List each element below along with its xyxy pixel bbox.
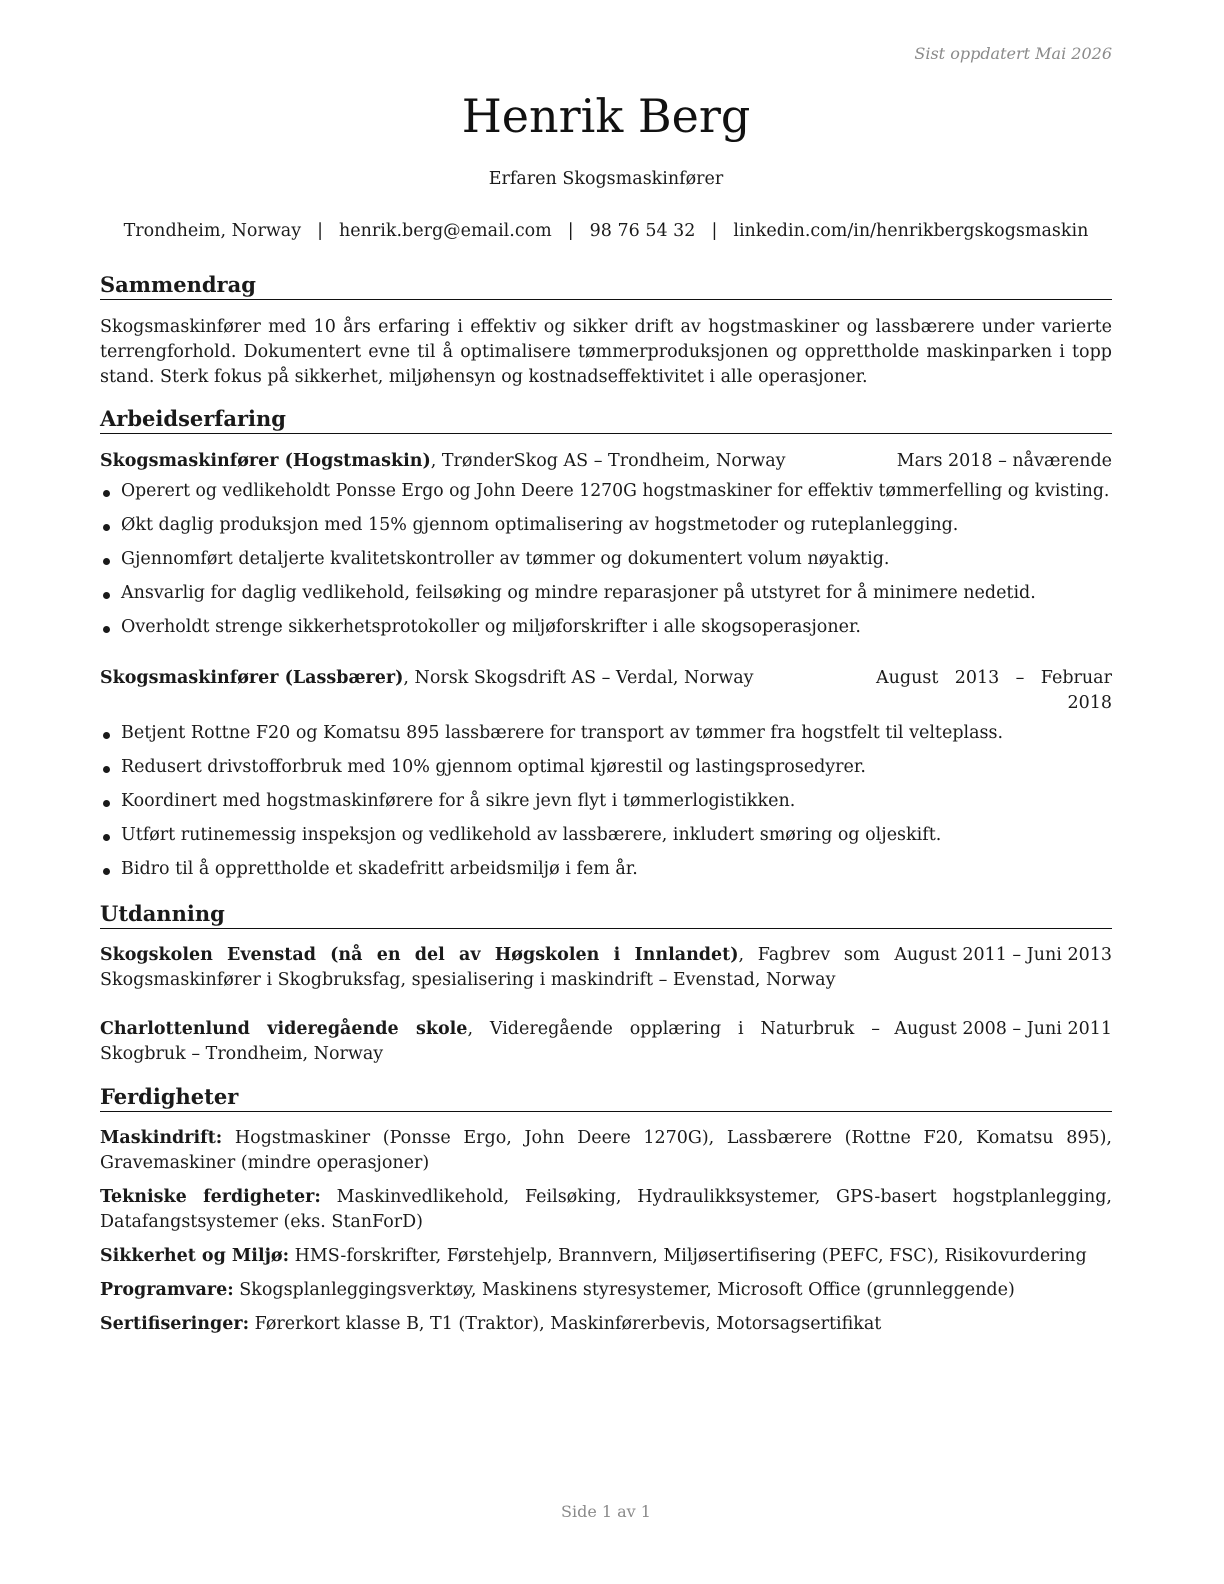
skill-row bbox=[100, 1244, 1112, 1269]
skill-label: Sikkerhet og Miljø: bbox=[100, 1246, 290, 1266]
job-dates: Mars 2018 – nåværende bbox=[896, 451, 1112, 471]
skill-label: Maskindrift: bbox=[100, 1128, 223, 1148]
skill-text: Maskinvedlikehold, Feilsøking, Hydraulikksystemer, GPS-basert hogstplanlegging, Datafangstsystemer (eks. StanForD) bbox=[100, 1187, 1112, 1232]
skill-row bbox=[100, 1312, 1112, 1337]
education-entry bbox=[100, 1017, 1112, 1067]
skill-text: Førerkort klasse B, T1 (Traktor), Maskinførerbevis, Motorsagsertifikat bbox=[249, 1314, 882, 1334]
section-title-experience: Arbeidserfaring bbox=[100, 405, 1112, 434]
contact-separator: | bbox=[567, 221, 574, 241]
contact-location: Trondheim, Norway bbox=[123, 221, 302, 241]
contact-line bbox=[100, 219, 1112, 243]
list-item: Betjent Rottne F20 og Komatsu 895 lassbærere for transport av tømmer fra hogstfelt til velteplass. bbox=[100, 721, 1112, 746]
skill-row bbox=[100, 1185, 1112, 1235]
section-title-summary: Sammendrag bbox=[100, 271, 1112, 300]
job-role: Skogsmaskinfører (Hogstmaskin) bbox=[100, 451, 431, 471]
education-school: Skogskolen Evenstad (nå en del av Høgskolen i Innlandet) bbox=[100, 945, 739, 965]
list-item: Ansvarlig for daglig vedlikehold, feilsøking og mindre reparasjoner på utstyret for å minimere nedetid. bbox=[100, 581, 1112, 606]
contact-separator: | bbox=[317, 221, 324, 241]
list-item: Operert og vedlikeholdt Ponsse Ergo og John Deere 1270G hogstmaskiner for effektiv tømmerfelling og kvisting. bbox=[100, 479, 1112, 504]
job-employer: , Norsk Skogsdrift AS – Verdal, Norway bbox=[403, 668, 754, 688]
skill-row bbox=[100, 1126, 1112, 1176]
education-details: , Fagbrev som Skogsmaskinfører i Skogbruksfag, spesialisering i maskindrift – Evenstad, Norway bbox=[100, 945, 880, 990]
skill-row bbox=[100, 1278, 1112, 1303]
skill-text: HMS-forskrifter, Førstehjelp, Brannvern, Miljøsertifisering (PEFC, FSC), Risikovurdering bbox=[289, 1246, 1087, 1266]
last-updated: Sist oppdatert Mai 2026 bbox=[914, 44, 1112, 63]
list-item: Koordinert med hogstmaskinførere for å sikre jevn flyt i tømmerlogistikken. bbox=[100, 789, 1112, 814]
page-footer: Side 1 av 1 bbox=[561, 1502, 651, 1521]
education-school: Charlottenlund videregående skole bbox=[100, 1019, 468, 1039]
education-dates: August 2008 – Juni 2011 bbox=[894, 1019, 1112, 1039]
contact-linkedin[interactable]: linkedin.com/in/henrikbergskogsmaskin bbox=[733, 221, 1089, 241]
skill-label: Tekniske ferdigheter: bbox=[100, 1187, 321, 1207]
job-bullets bbox=[100, 479, 1112, 649]
skill-label: Programvare: bbox=[100, 1280, 234, 1300]
summary-text: Skogsmaskinfører med 10 års erfaring i effektiv og sikker drift av hogstmaskiner og lassbærere under varierte terrengforhold. Dokumentert evne til å optimalisere tømmerproduksjonen og opprettholde maskinparken i topp stand. Sterk fokus på sikkerhet, miljøhensyn og kostnadseffektivitet i alle operasjoner. bbox=[100, 317, 1112, 387]
education-details: , Videregående opplæring i Naturbruk – Skogbruk – Trondheim, Norway bbox=[100, 1019, 880, 1064]
contact-email[interactable]: henrik.berg@email.com bbox=[339, 221, 552, 241]
job-employer: , TrønderSkog AS – Trondheim, Norway bbox=[430, 451, 786, 471]
contact-separator: | bbox=[711, 221, 718, 241]
list-item: Utført rutinemessig inspeksjon og vedlikehold av lassbærere, inkludert smøring og oljeskift. bbox=[100, 823, 1112, 848]
list-item: Økt daglig produksjon med 15% gjennom optimalisering av hogstmetoder og ruteplanlegging. bbox=[100, 513, 1112, 538]
candidate-tagline: Erfaren Skogsmaskinfører bbox=[488, 169, 724, 189]
skill-text: Skogsplanleggingsverktøy, Maskinens styresystemer, Microsoft Office (grunnleggende) bbox=[233, 1280, 1015, 1300]
section-title-skills: Ferdigheter bbox=[100, 1083, 1112, 1112]
job-dates: August 2013 – Februar 2018 bbox=[876, 668, 1112, 713]
skill-text: Hogstmaskiner (Ponsse Ergo, John Deere 1270G), Lassbærere (Rottne F20, Komatsu 895), Gravemaskiner (mindre operasjoner) bbox=[100, 1128, 1112, 1173]
job-role: Skogsmaskinfører (Lassbærer) bbox=[100, 668, 404, 688]
list-item: Overholdt strenge sikkerhetsprotokoller og miljøforskrifter i alle skogsoperasjoner. bbox=[100, 615, 1112, 640]
section-title-education: Utdanning bbox=[100, 900, 1112, 929]
resume-page bbox=[100, 0, 1112, 1584]
list-item: Gjennomført detaljerte kvalitetskontroller av tømmer og dokumentert volum nøyaktig. bbox=[100, 547, 1112, 572]
job-bullets bbox=[100, 721, 1112, 891]
skill-label: Sertifiseringer: bbox=[100, 1314, 250, 1334]
contact-phone: 98 76 54 32 bbox=[589, 221, 696, 241]
list-item: Bidro til å opprettholde et skadefritt arbeidsmiljø i fem år. bbox=[100, 857, 1112, 882]
candidate-name: Henrik Berg bbox=[461, 89, 751, 143]
education-dates: August 2011 – Juni 2013 bbox=[894, 945, 1112, 965]
list-item: Redusert drivstofforbruk med 10% gjennom optimal kjørestil og lastingsprosedyrer. bbox=[100, 755, 1112, 780]
education-entry bbox=[100, 943, 1112, 993]
